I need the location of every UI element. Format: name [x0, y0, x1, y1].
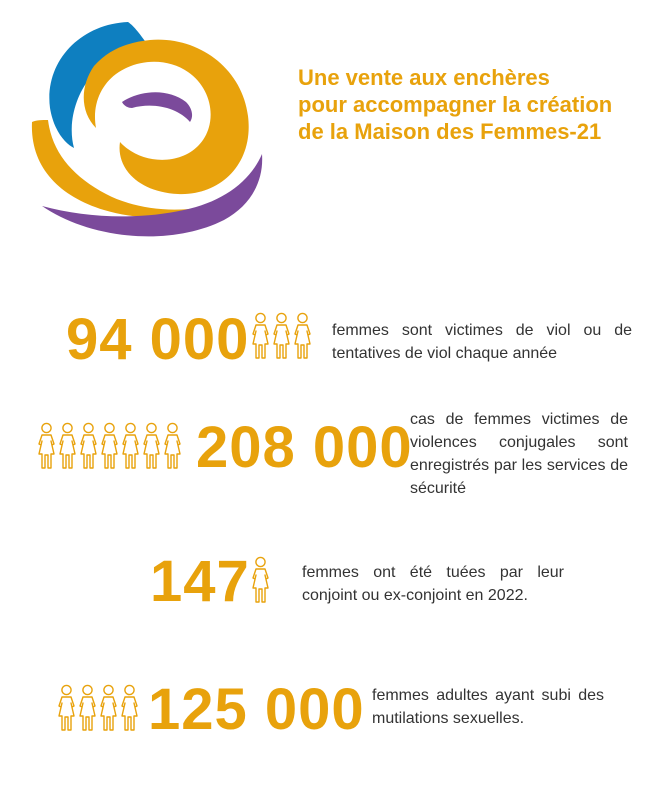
- woman-icon: [56, 684, 77, 732]
- woman-icon: [77, 684, 98, 732]
- logo-rose: [28, 16, 266, 246]
- logo-purple-leaf: [122, 92, 192, 122]
- stat-description-rape: femmes sont victimes de viol ou de tentatives de viol chaque année: [332, 322, 632, 362]
- woman-icon: [250, 556, 271, 604]
- woman-icons-group: [250, 312, 313, 360]
- woman-icon: [98, 684, 119, 732]
- stat-number-domestic-violence: 208 000: [196, 415, 413, 480]
- woman-icon: [271, 312, 292, 360]
- woman-icon: [292, 312, 313, 360]
- stat-description-femicides: femmes ont été tuées par leur conjoint ou ex-conjoint en 2022.: [302, 564, 564, 604]
- woman-icons-group: [36, 422, 183, 470]
- woman-icon: [57, 422, 78, 470]
- woman-icon: [99, 422, 120, 470]
- headline-line-1: Une vente aux enchères: [298, 65, 550, 90]
- woman-icon: [119, 684, 140, 732]
- woman-icon: [162, 422, 183, 470]
- woman-icon: [250, 312, 271, 360]
- headline-line-3: de la Maison des Femmes-21: [298, 119, 602, 144]
- woman-icon: [120, 422, 141, 470]
- stat-description-mutilations: femmes adultes ayant subi des mutilations sexuelles.: [372, 687, 604, 727]
- headline-line-2: pour accompagner la création: [298, 92, 613, 117]
- stat-number-rape: 94 000: [66, 307, 250, 372]
- woman-icons-group: [250, 556, 271, 604]
- headline: [298, 64, 638, 145]
- logo-orange-outer: [84, 40, 249, 194]
- woman-icon: [141, 422, 162, 470]
- stat-description-domestic-violence: cas de femmes victimes de violences conjugales sont enregistrés par les services de sécurité: [410, 411, 628, 497]
- woman-icons-group: [56, 684, 140, 732]
- woman-icon: [78, 422, 99, 470]
- stat-number-mutilations: 125 000: [148, 677, 365, 742]
- woman-icon: [36, 422, 57, 470]
- stat-number-femicides: 147: [150, 549, 250, 614]
